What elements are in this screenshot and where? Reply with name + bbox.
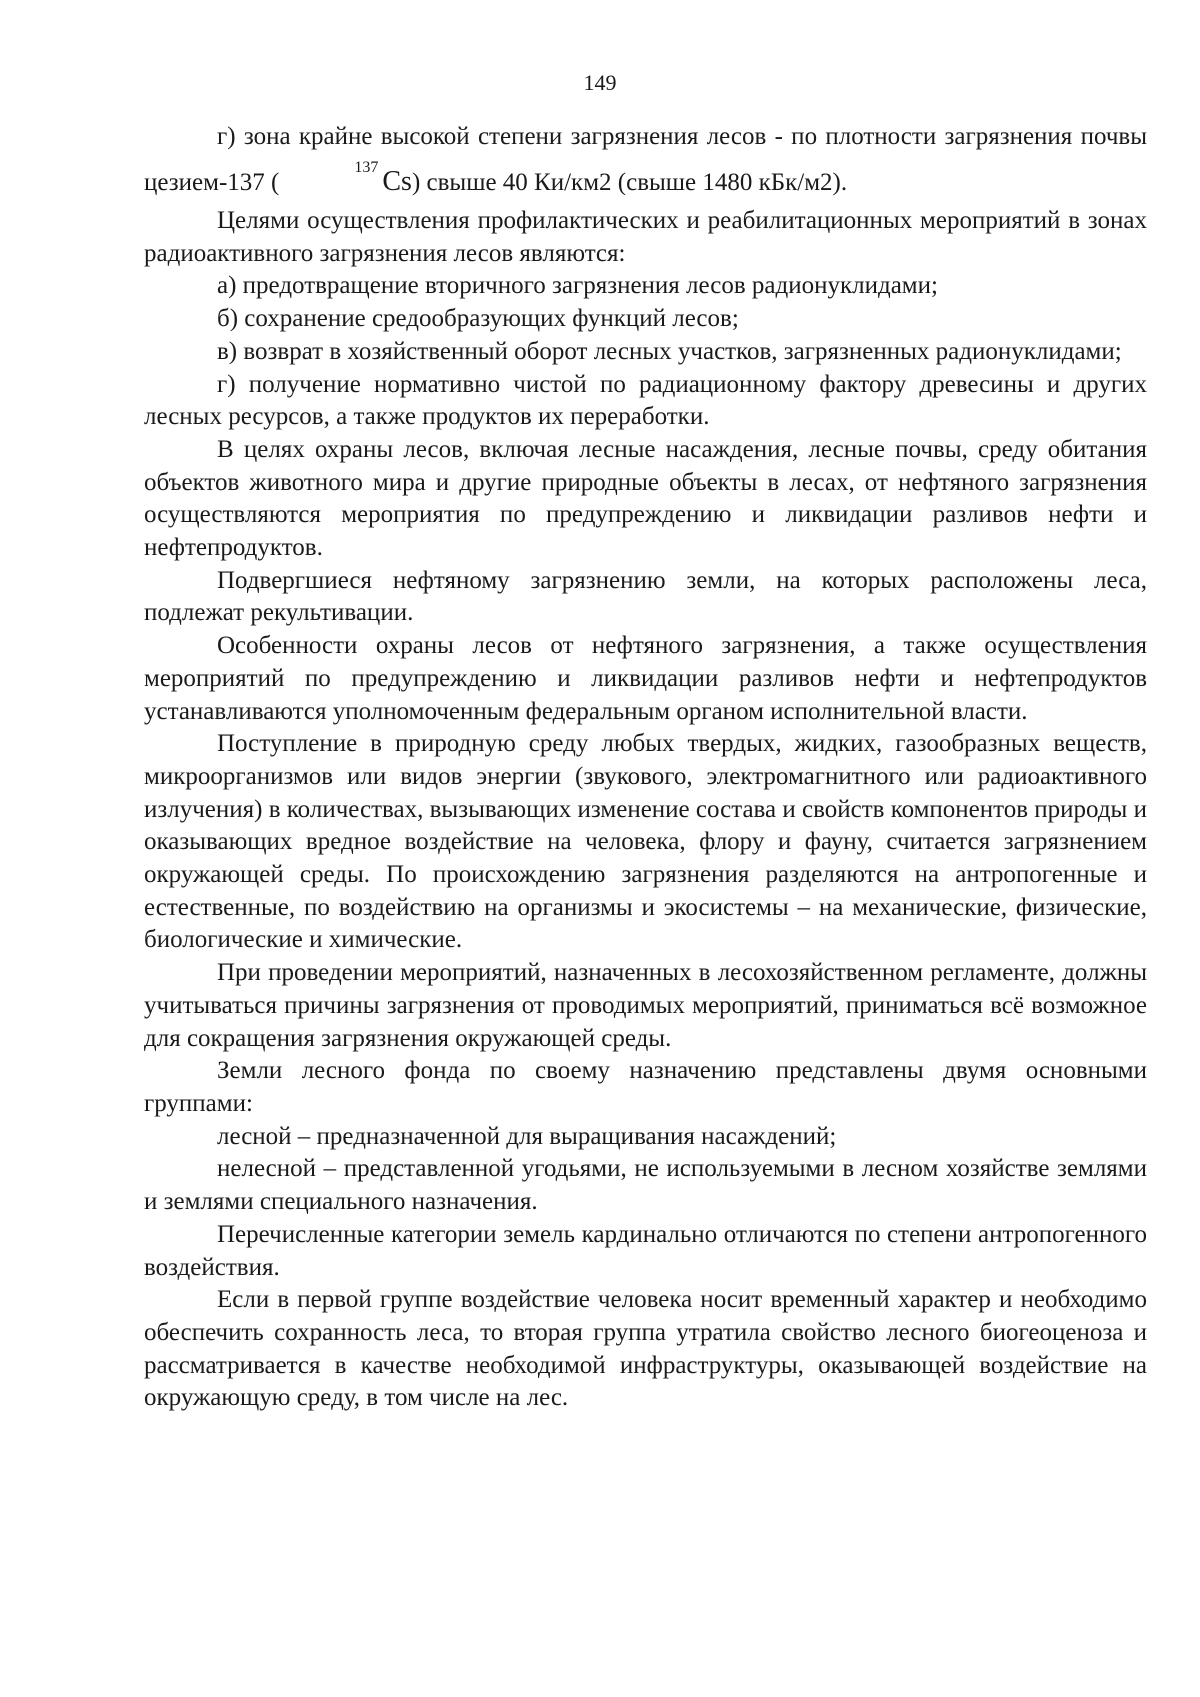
paragraph-pollution-zone (144, 114, 1147, 205)
paragraph: Если в первой группе воздействие человека носит временный характер и необходимо обеспечить сохранность леса, то вторая группа утратила свойство лесного биогеоценоза и рассматривается в качестве необходимой инфраструктуры, оказывающей воздействие на окружающую среду, в том числе на лес. (144, 1286, 1147, 1412)
paragraph-text: ) свыше 40 Ки/км2 (свыше 1480 кБк/м2). (411, 169, 848, 196)
paragraph: Земли лесного фонда по своему назначению представлены двумя основными группами: (144, 1057, 1147, 1117)
paragraph: лесной – предназначенной для выращивания насаждений; (217, 1122, 837, 1150)
document-body (144, 114, 1147, 1415)
paragraph: При проведении мероприятий, назначенных в лесохозяйственном регламенте, должны учитываться причины загрязнения от проводимых мероприятий, приниматься всё возможное для сокращения загрязнения окружающей среды. (144, 959, 1147, 1052)
isotope-cesium-137 (279, 159, 412, 204)
paragraph: Поступление в природную среду любых твердых, жидких, газообразных веществ, микроорганизмов или видов энергии (звукового, электромагнитного или радиоактивного излучения) в количествах, вызывающих изменение состава и свойств компонентов природы и оказывающих вредное воздействие на человека, флору и фауну, считается загрязнением окружающей среды. По происхождению загрязнения разделяются на антропогенные и естественные, по воздействию на организмы и экосистемы – на механические, физические, биологические и химические. (144, 730, 1147, 954)
paragraph: Целями осуществления профилактических и реабилитационных мероприятий в зонах радиоактивного загрязнения лесов являются: (144, 207, 1147, 267)
isotope-mass-number: 137 (354, 159, 379, 176)
paragraph: а) предотвращение вторичного загрязнения лесов радионуклидами; (217, 272, 938, 300)
paragraph: г) получение нормативно чистой по радиационному фактору древесины и других лесных ресурсов, а также продуктов их переработки. (144, 370, 1147, 431)
paragraph: Особенности охраны лесов от нефтяного загрязнения, а также осуществления мероприятий по предупреждению и ликвидации разливов нефти и нефтепродуктов устанавливаются уполномоченным федеральным органом исполнительной власти. (144, 632, 1147, 725)
paragraph-text: г) зона крайне высокой степени загрязнения лесов - по плотности загрязнения почвы цезием-137 ( (144, 123, 1147, 196)
paragraph: б) сохранение средообразующих функций лесов; (217, 305, 739, 333)
paragraph: в) возврат в хозяйственный оборот лесных участков, загрязненных радионуклидами; (217, 337, 1122, 365)
paragraph: В целях охраны лесов, включая лесные насаждения, лесные почвы, среду обитания объектов животного мира и другие природные объекты в лесах, от нефтяного загрязнения осуществляются мероприятия по предупреждению и ликвидации разливов нефти и нефтепродуктов. (144, 435, 1147, 562)
paragraph: Подвергшиеся нефтяному загрязнению земли, на которых расположены леса, подлежат рекультивации. (144, 566, 1147, 627)
paragraph: нелесной – представленной угодьями, не используемыми в лесном хозяйстве землями и землями специального назначения. (144, 1155, 1147, 1216)
page-number: 149 (583, 70, 617, 95)
paragraph: Перечисленные категории земель кардинально отличаются по степени антропогенного воздействия. (144, 1220, 1147, 1281)
isotope-symbol: Cs (382, 166, 412, 197)
